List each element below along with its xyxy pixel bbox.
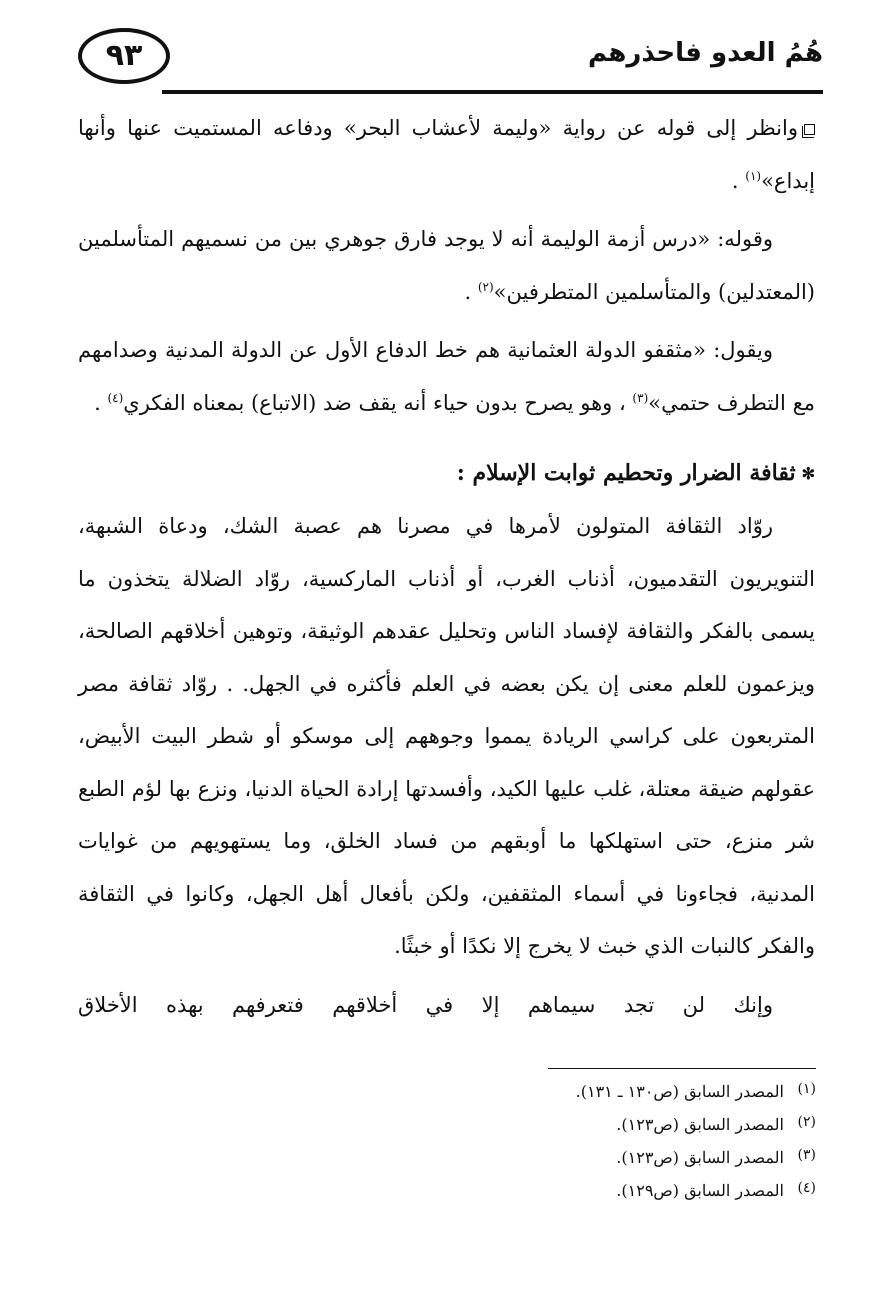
paragraph-2 <box>78 213 815 318</box>
footnote-1-number: (١) <box>797 1081 816 1097</box>
paragraph-2-tail: . <box>464 279 478 304</box>
footnote-3 <box>79 1140 816 1173</box>
footnote-2-text: المصدر السابق (ص١٢٣). <box>616 1115 784 1134</box>
page-number-badge <box>78 28 170 84</box>
page-header <box>78 20 823 100</box>
footnote-separator <box>548 1068 816 1069</box>
section-heading-text: ثقافة الضرار وتحطيم ثوابت الإسلام : <box>456 460 796 486</box>
paragraph-3-tail: . <box>94 390 108 415</box>
paragraph-1-text: وانظر إلى قوله عن رواية «وليمة لأعشاب البحر» ودفاعه المستميت عنها وأنها إبداع» <box>78 116 815 193</box>
footnote-1 <box>79 1074 816 1107</box>
paragraph-3-text-a: ويقول: «مثقفو الدولة العثمانية هم خط الدفاع الأول عن الدولة المدنية وصدامهم مع التطرف حتمي» <box>78 338 815 415</box>
paragraph-3 <box>78 324 815 429</box>
asterisk-icon: ✻ <box>801 463 815 483</box>
footnote-2-number: (٢) <box>797 1114 816 1130</box>
paragraph-1 <box>78 102 815 207</box>
footnote-2 <box>79 1107 816 1140</box>
paragraph-5: وإنك لن تجد سيماهم إلا في أخلاقهم فتعرفهم بهذه الأخلاق <box>78 992 773 1017</box>
box-marker-icon <box>804 124 815 135</box>
footnote-4-number: (٤) <box>797 1180 816 1196</box>
footnote-1-text: المصدر السابق (ص١٣٠ ـ ١٣١). <box>575 1082 784 1101</box>
paragraph-1-tail: . <box>731 168 746 193</box>
footnote-ref-1: (١) <box>745 168 762 183</box>
footnote-ref-4: (٤) <box>107 390 124 405</box>
footnotes <box>79 1074 816 1206</box>
footnote-4 <box>79 1173 816 1206</box>
footnote-4-text: المصدر السابق (ص١٢٩). <box>616 1181 784 1200</box>
footnote-3-number: (٣) <box>797 1147 816 1163</box>
section-heading <box>78 447 815 500</box>
page-number: ٩٣ <box>105 38 143 73</box>
footnote-3-text: المصدر السابق (ص١٢٣). <box>616 1148 784 1167</box>
running-head: هُمُ العدو فاحذرهم <box>588 38 823 68</box>
header-rule <box>162 90 823 94</box>
main-text <box>78 102 815 1031</box>
paragraph-2-text: وقوله: «درس أزمة الوليمة أنه لا يوجد فارق جوهري بين من نسميهم المتأسلمين (المعتدلين) والمتأسلمين المتطرفين» <box>78 227 815 304</box>
paragraph-3-text-b: ، وهو يصرح بدون حياء أنه يقف ضد (الاتباع) بمعناه الفكري <box>123 390 633 415</box>
footnote-ref-3: (٣) <box>632 390 649 405</box>
paragraph-4: روّاد الثقافة المتولون لأمرها في مصرنا هم عصبة الشك، ودعاة الشبهة، التنويريون التقدميون، أذناب الغرب، أو أذناب الماركسية، روّاد الضلالة يتخذون ما يسمى بالفكر والثقافة لإفساد الناس وتحليل عقدهم الوثيقة، وتوهين أخلاقهم الصالحة، ويزعمون للعلم معنى إن يكن بعضه في العلم فأكثره في الجهل. . روّاد ثقافة مصر المتربعون على كراسي الريادة يمموا وجوههم إلى موسكو أو شطر البيت الأبيض، عقولهم ضيقة معتلة، غلب عليها الكيد، وأفسدتها إرادة الحياة الدنيا، ونزع بها لؤم الطبع شر منزع، حتى استهلكها ما أوبقهم من فساد الخلق، وما يستهويهم من غوايات المدنية، فجاءونا في أسماء المثقفين، ولكن بأفعال أهل الجهل، وكانوا في الثقافة والفكر كالنبات الذي خبث لا يخرج إلا نكدًا أو خبثًا. <box>78 514 816 959</box>
footnote-ref-2: (٢) <box>477 279 494 294</box>
